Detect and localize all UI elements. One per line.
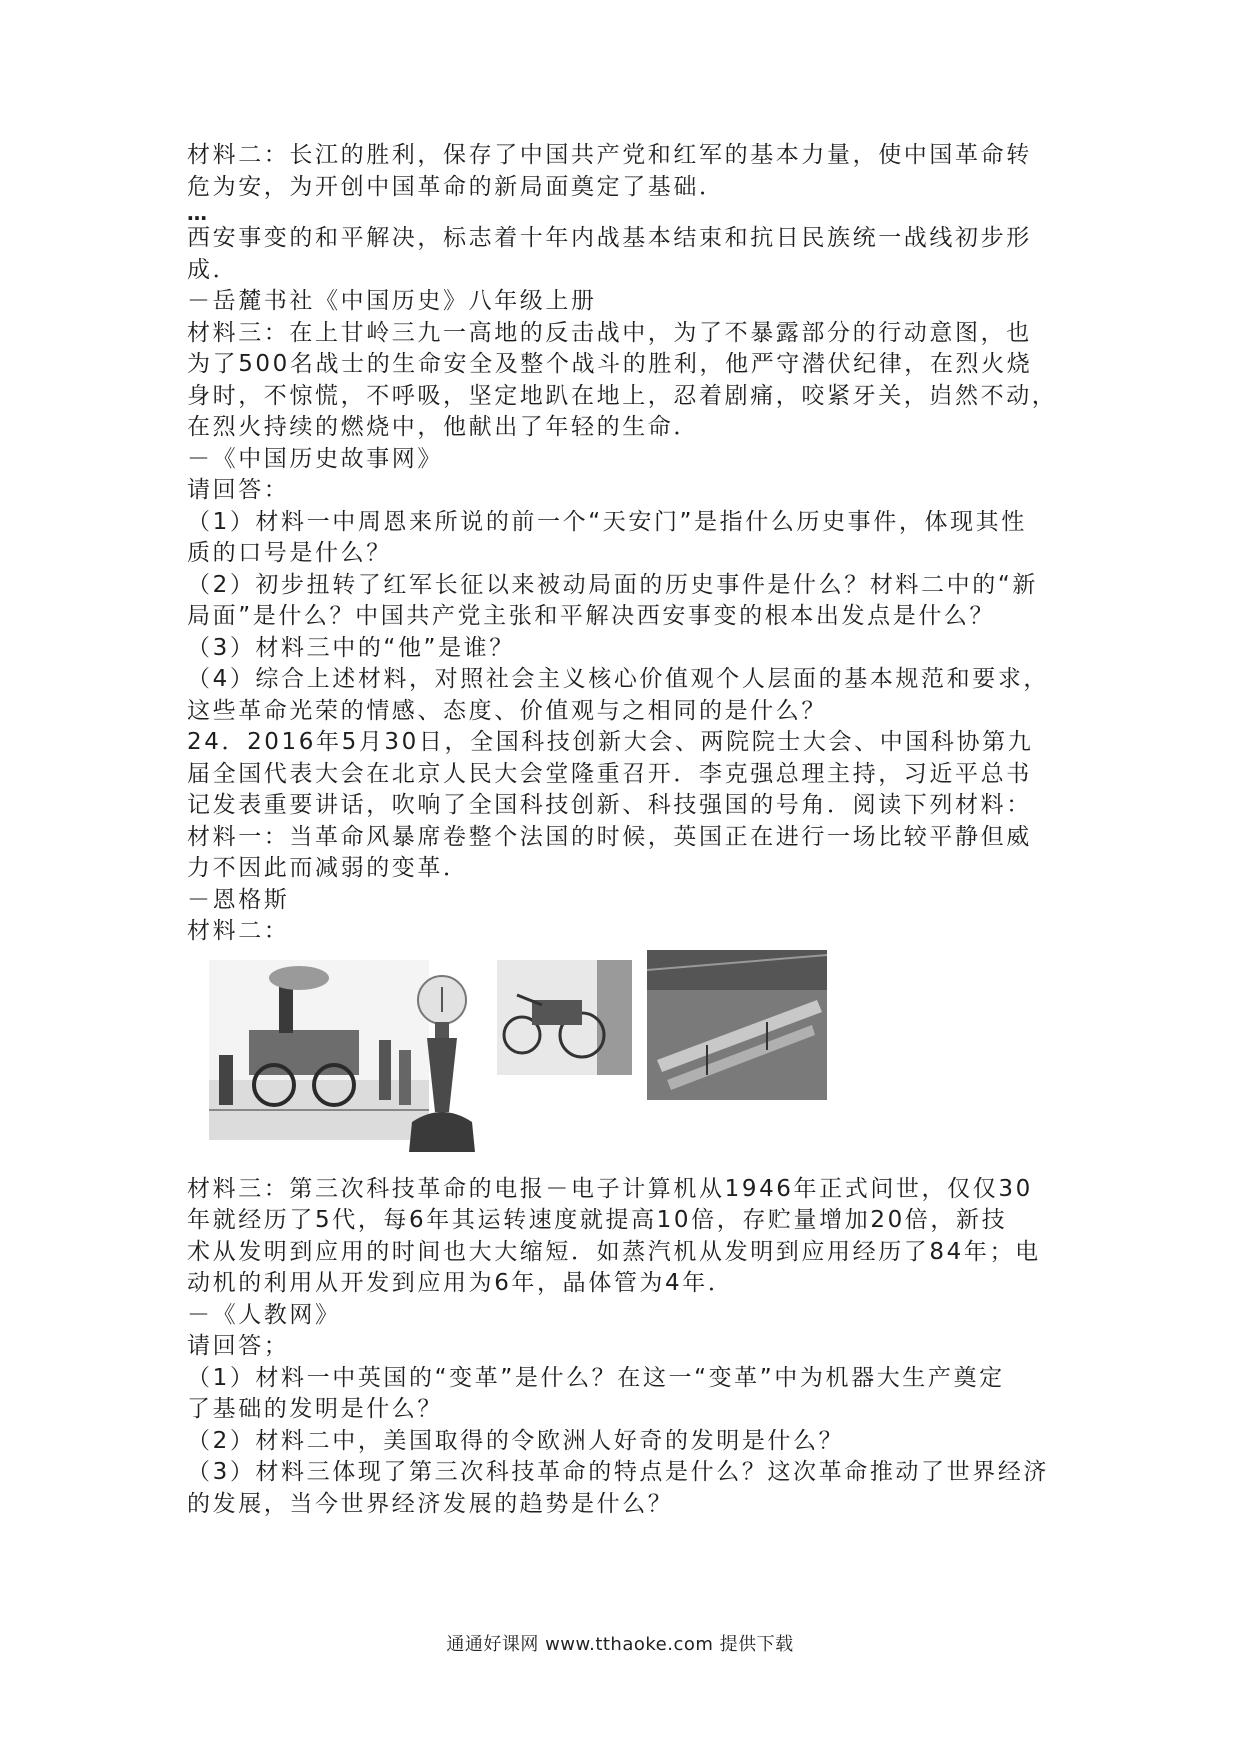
- question-line: 局面”是什么？中国共产党主张和平解决西安事变的根本出发点是什么？: [187, 603, 996, 629]
- text-line: 力不因此而减弱的变革．: [187, 855, 469, 881]
- source-line: －《中国历史故事网》: [187, 445, 443, 472]
- question-line: 这些革命光荣的情感、态度、价值观与之相同的是什么？: [187, 697, 827, 724]
- text-line: 身时，不惊慌，不呼吸，坚定地趴在地上，忍着剧痛，咬紧牙关，岿然不动，: [187, 382, 1058, 409]
- text-line: 材料二：: [187, 918, 290, 944]
- question-line: （4）综合上述材料，对照社会主义核心价值观个人层面的基本规范和要求，: [187, 666, 1050, 692]
- text-line: 危为安，为开创中国革命的新局面奠定了基础．: [187, 173, 725, 200]
- text-line: 术从发明到应用的时间也大大缩短．如蒸汽机从发明到应用经历了84年；电: [187, 1238, 1041, 1265]
- text-line: 材料二：长江的胜利，保存了中国共产党和红军的基本力量，使中国革命转: [187, 142, 1032, 168]
- source-line: －《人教网》: [187, 1301, 341, 1328]
- question-line: 了基础的发明是什么？: [187, 1396, 443, 1422]
- question-line: （3）材料三中的“他”是谁？: [187, 634, 515, 661]
- early-automobile-image: [497, 960, 632, 1075]
- text-line: 年就经历了5代，每6年其运转速度就提高10倍，存贮量增加20倍，新技: [187, 1207, 1008, 1233]
- document-body: [187, 140, 1067, 1520]
- text-line: 材料三：在上甘岭三九一高地的反击战中，为了不暴露部分的行动意图，也: [187, 319, 1032, 346]
- invention-images: [187, 950, 1067, 1160]
- question-line: 的发展，当今世界经济发展的趋势是什么？: [187, 1490, 674, 1517]
- text-line: 动机的利用从开发到应用为6年，晶体管为4年．: [187, 1270, 734, 1296]
- question-line: （2）材料二中，美国取得的令欧洲人好奇的发明是什么？: [187, 1427, 845, 1454]
- text-line: 届全国代表大会在北京人民大会堂隆重召开．李克强总理主持，习近平总书: [187, 760, 1032, 787]
- source-line: －岳麓书社《中国历史》八年级上册: [187, 288, 597, 314]
- page-footer: 通通好课网 www.tthaoke.com 提供下载: [446, 1634, 794, 1655]
- text-line: 在烈火持续的燃烧中，他献出了年轻的生命．: [187, 414, 699, 440]
- prompt-line: 请回答：: [187, 477, 290, 503]
- text-line: 西安事变的和平解决，标志着十年内战基本结束和抗日民族统一战线初步形: [187, 225, 1032, 251]
- text-line: 24．2016年5月30日，全国科技创新大会、两院院士大会、中国科协第九: [187, 729, 1034, 755]
- question-line: （2）初步扭转了红军长征以来被动局面的历史事件是什么？材料二中的“新: [187, 571, 1038, 598]
- electric-lamp-image: [387, 962, 497, 1157]
- text-line: 材料三：第三次科技革命的电报－电子计算机从1946年正式问世，仅仅30: [187, 1175, 1033, 1202]
- question-line: （3）材料三体现了第三次科技革命的特点是什么？这次革命推动了世界经济: [187, 1459, 1050, 1485]
- question-line: 质的口号是什么？: [187, 540, 392, 566]
- text-line: 成．: [187, 256, 239, 283]
- question-line: （1）材料一中周恩来所说的前一个“天安门”是指什么历史事件，体现其性: [187, 508, 1027, 535]
- source-line: －恩格斯: [187, 886, 290, 913]
- ellipsis-line: …: [187, 201, 208, 225]
- text-line: 记发表重要讲话，吹响了全国科技创新、科技强国的号角．阅读下列材料：: [187, 792, 1032, 818]
- text-line: 材料一：当革命风暴席卷整个法国的时候，英国正在进行一场比较平静但威: [187, 823, 1032, 850]
- prompt-line: 请回答；: [187, 1333, 290, 1359]
- text-line: 为了500名战士的生命安全及整个战斗的胜利，他严守潜伏纪律，在烈火烧: [187, 351, 1033, 377]
- airplane-image: [647, 950, 827, 1100]
- question-line: （1）材料一中英国的“变革”是什么？在这一“变革”中为机器大生产奠定: [187, 1364, 1005, 1391]
